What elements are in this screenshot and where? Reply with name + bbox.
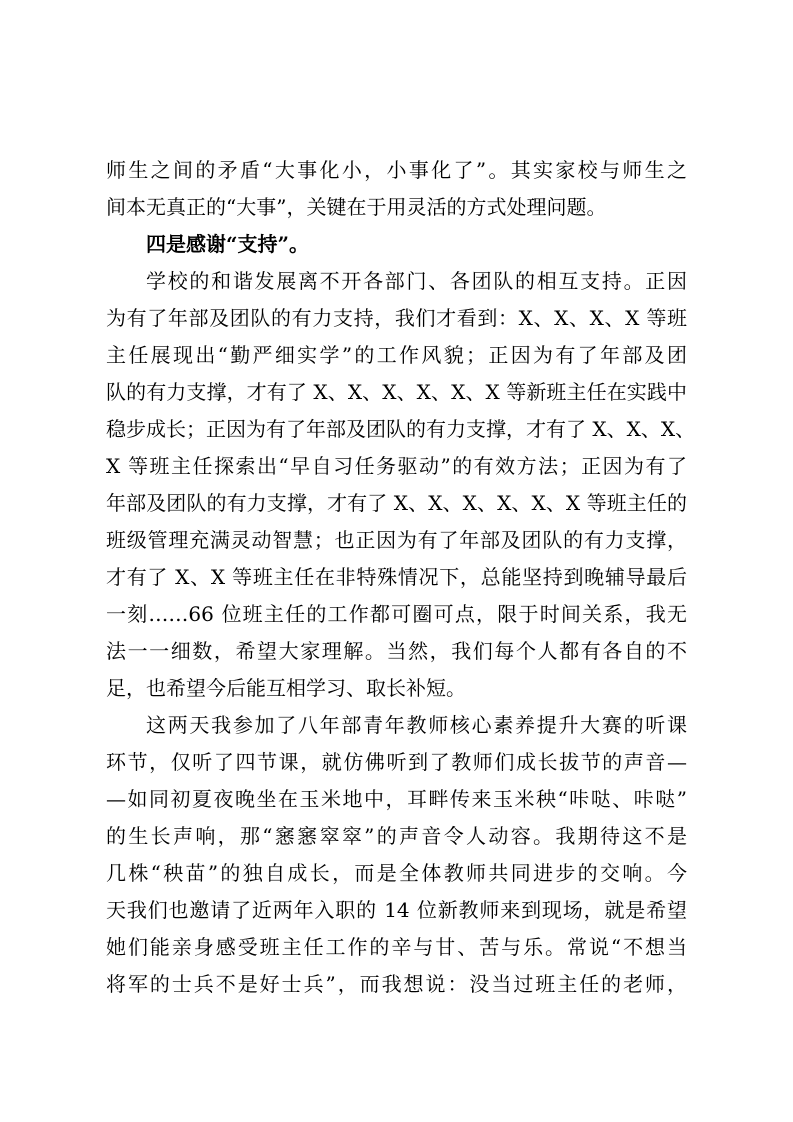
text-line: 足，也希望今后能互相学习、取长补短。 [106,676,466,700]
text-line: X 等班主任探索出“早自习任务驱动”的有效方法；正因为有了 [106,454,687,478]
document-body [106,152,696,1003]
text-line: 间本无真正的“大事”，关键在于用灵活的方式处理问题。 [106,195,607,219]
text-line: 几株“秧苗”的独自成长，而是全体教师共同进步的交响。今 [106,861,687,885]
text-line: 稳步成长；正因为有了年部及团队的有力支撑，才有了 X、X、X、 [106,417,696,441]
text-line: 将军的士兵不是好士兵”，而我想说：没当过班主任的老师， [106,972,687,996]
text-line: 班级管理充满灵动智慧；也正因为有了年部及团队的有力支撑， [106,528,687,552]
paragraph-young-teachers [106,707,687,1003]
text-line: 队的有力支撑，才有了 X、X、X、X、X、X 等新班主任在实践中 [106,380,687,404]
section-heading [106,226,687,263]
text-line: —如同初夏夜晚坐在玉米地中，耳畔传来玉米秧“咔哒、咔哒” [106,787,687,811]
paragraph-support [106,263,696,707]
text-line: 环节，仅听了四节课，就仿佛听到了教师们成长拔节的声音— [106,750,687,774]
text-line: 的生长声响，那“窸窸窣窣”的声音令人动容。我期待这不是 [106,824,687,848]
text-line: 学校的和谐发展离不开各部门、各团队的相互支持。正因 [146,269,687,293]
text-line: 她们能亲身感受班主任工作的辛与甘、苦与乐。常说“不想当 [106,935,687,959]
text-line: 法一一细数，希望大家理解。当然，我们每个人都有各自的不 [106,639,687,663]
heading-text: 四是感谢“支持”。 [146,232,310,256]
text-line: 年部及团队的有力支撑，才有了 X、X、X、X、X、X 等班主任的 [106,491,687,515]
text-line: 为有了年部及团队的有力支持，我们才看到：X、X、X、X 等班 [106,306,687,330]
text-line: 这两天我参加了八年部青年教师核心素养提升大赛的听课 [146,713,687,737]
text-line: 一刻……66 位班主任的工作都可圈可点，限于时间关系，我无 [106,602,687,626]
paragraph-continuation [106,152,687,226]
text-line: 主任展现出“勤严细实学”的工作风貌；正因为有了年部及团 [106,343,687,367]
text-line: 师生之间的矛盾“大事化小，小事化了”。其实家校与师生之 [106,158,687,182]
text-line: 天我们也邀请了近两年入职的 14 位新教师来到现场，就是希望 [106,898,687,922]
text-line: 才有了 X、X 等班主任在非特殊情况下，总能坚持到晚辅导最后 [106,565,687,589]
